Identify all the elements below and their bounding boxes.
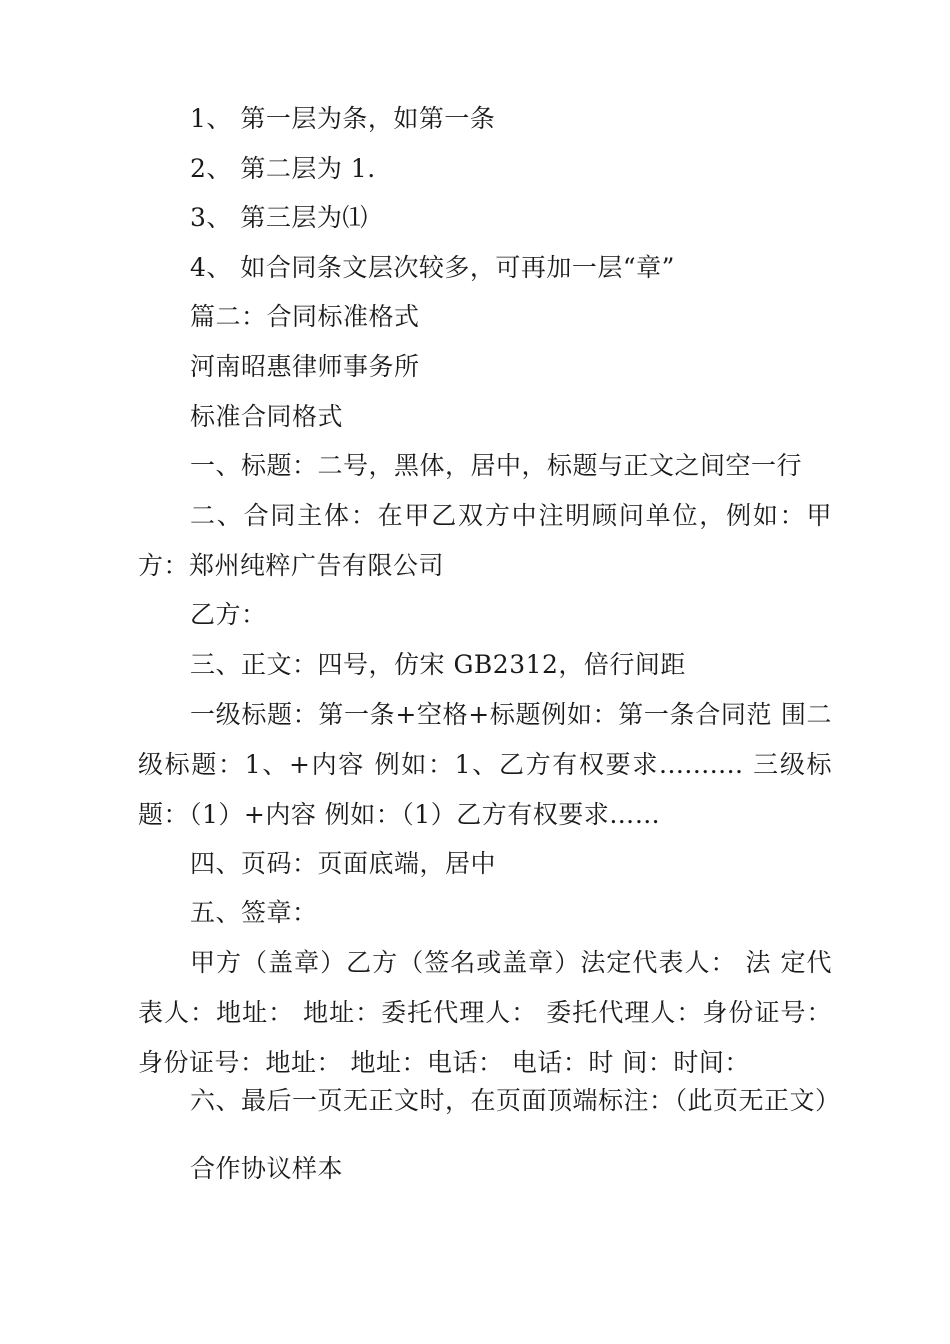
- rule-contract-parties: 二、合同主体：在甲乙双方中注明顾问单位，例如：甲方：郑州纯粹广告有限公司: [138, 501, 832, 580]
- section-heading: 篇二：合同标准格式: [190, 302, 420, 331]
- paragraph-level-three: 3、 第三层为⑴: [190, 203, 368, 232]
- rule-last-page: 六、最后一页无正文时，在页面顶端标注：（此页无正文）: [190, 1086, 841, 1115]
- rule-page-number: 四、页码：页面底端，居中: [190, 849, 497, 878]
- paragraph-chapter-note: 4、 如合同条文层次较多，可再加一层“章”: [190, 253, 675, 282]
- paragraph-level-one: 1、 第一层为条，如第一条: [190, 104, 496, 133]
- rule-body-format: 三、正文：四号，仿宋 GB2312，倍行间距: [190, 650, 686, 679]
- signature-block: 甲方（盖章）乙方（签名或盖章）法定代表人： 法 定代表人：地址： 地址：委托代理人： 委托代理人：身份证号：身份证号：地址： 地址：电话： 电话：时 间：时间：: [138, 948, 832, 1077]
- document-subtitle: 标准合同格式: [190, 402, 344, 431]
- rule-signature: 五、签章：: [190, 898, 318, 927]
- firm-name: 河南昭惠律师事务所: [190, 352, 420, 381]
- next-section-heading: 合作协议样本: [190, 1154, 344, 1183]
- rule-title-format: 一、标题：二号，黑体，居中，标题与正文之间空一行: [190, 451, 803, 480]
- rule-heading-levels: 一级标题：第一条+空格+标题例如：第一条合同范 围二级标题：1、+内容 例如：1、乙方有权要求.......... 三级标题：（1）+内容 例如：（1）乙方有权要求……: [138, 700, 832, 829]
- party-b-line: 乙方：: [190, 600, 267, 629]
- paragraph-level-two: 2、 第二层为 1.: [190, 154, 376, 183]
